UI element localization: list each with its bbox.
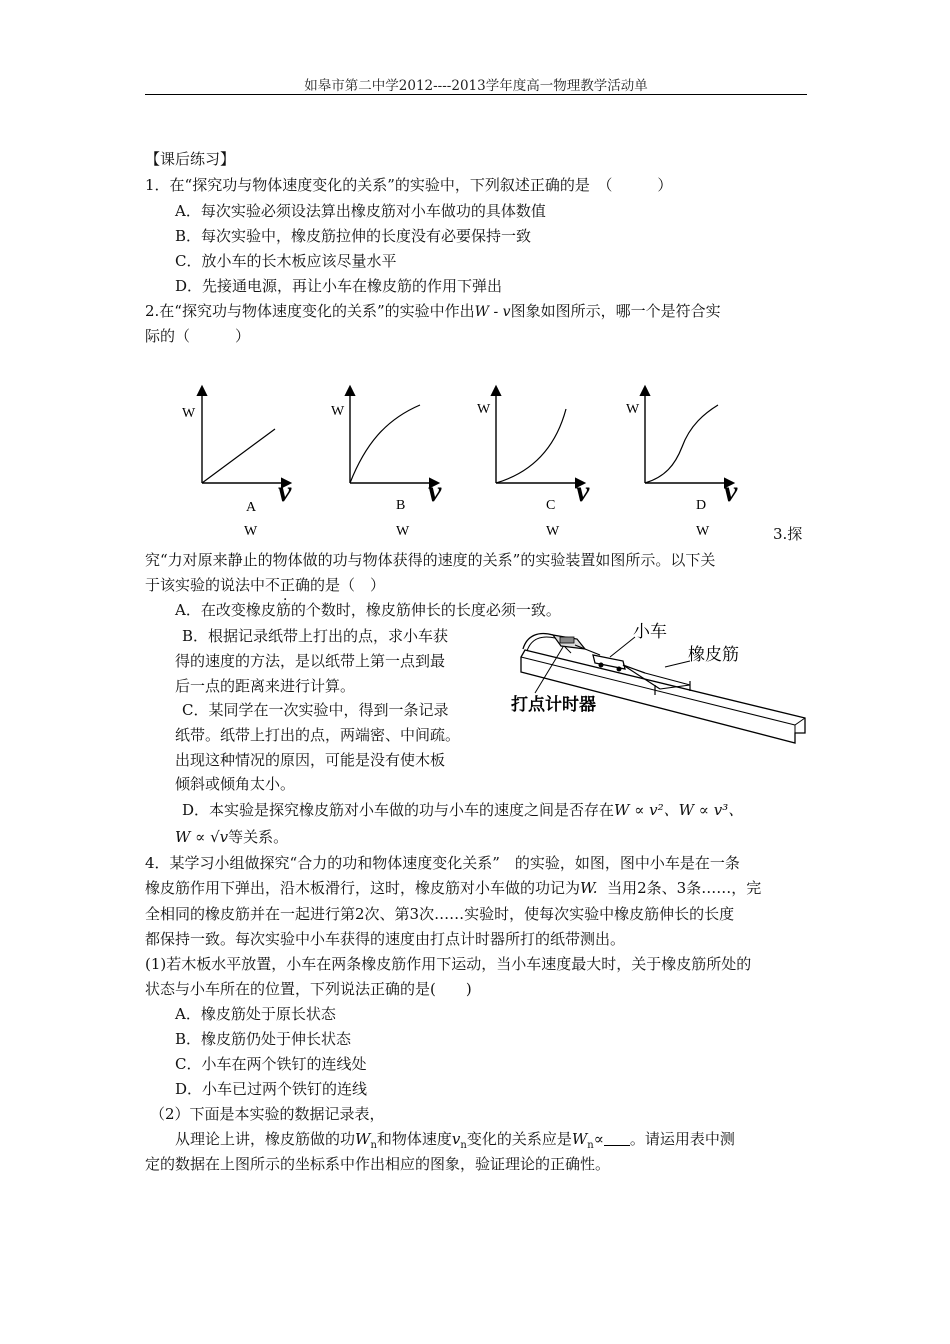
graph-a-ylabel: W bbox=[182, 406, 196, 421]
q3-option-d-text: D．本实验是探究橡皮筋对小车做的功与小车的速度之间是否存在 bbox=[182, 801, 615, 819]
q4-line3: 全相同的橡皮筋并在一起进行第2次、第3次……实验时，使每次实验中橡皮筋伸长的长度 bbox=[145, 905, 735, 923]
q3-option-a: A．在改变橡皮筋的个数时，橡皮筋伸长的长度必须一致。 bbox=[175, 601, 561, 619]
q4-line2-text: 橡皮筋作用下弹出，沿木板滑行，这时，橡皮筋对小车做的功记为 bbox=[145, 879, 581, 897]
graph-a-caption: A bbox=[246, 500, 257, 515]
q4-line2 bbox=[145, 877, 761, 899]
q4-part2-text-e: 。请运用表中测 bbox=[629, 1130, 735, 1148]
q4-option-a: A．橡皮筋处于原长状态 bbox=[175, 1005, 336, 1023]
q3-apparatus-figure bbox=[505, 615, 810, 790]
graph-d-xlabel: v bbox=[724, 475, 738, 508]
section-title: 【课后练习】 bbox=[145, 150, 236, 168]
q4-part2-line1: （2）下面是本实验的数据记录表， bbox=[150, 1105, 385, 1123]
q3-stem-line2 bbox=[145, 574, 385, 596]
q3-stem-line2-a: 于该实验的说法中 bbox=[145, 576, 266, 594]
q4-part2-text-c: 变化的关系应是 bbox=[466, 1130, 572, 1148]
q3-stem-line2-b: 的是（ ） bbox=[310, 576, 386, 594]
q4-part2-wn: W bbox=[355, 1130, 371, 1148]
q4-part2-vn-sub: n bbox=[460, 1140, 467, 1151]
q4-part1-line1: (1)若木板水平放置，小车在两条橡皮筋作用下运动，当小车速度最大时，关于橡皮筋所处的 bbox=[145, 955, 752, 973]
graph-b bbox=[331, 389, 442, 508]
q2-stem-a: 2.在“探究功与物体速度变化的关系”的实验中作出 bbox=[145, 302, 475, 320]
label-rubber-band: 橡皮筋 bbox=[688, 645, 739, 664]
graph-b-ylabel: W bbox=[331, 404, 345, 419]
q3-option-d-relation-sqrt: W ∝ √v bbox=[175, 828, 229, 846]
q3-option-c-line3: 出现这种情况的原因，可能是没有使木板 bbox=[175, 751, 446, 769]
q4-line4: 都保持一致。每次实验中小车获得的速度由打点计时器所打的纸带测出。 bbox=[145, 930, 626, 948]
q3-option-b-line2: 得的速度的方法，是以纸带上第一点到最 bbox=[175, 652, 446, 670]
q3-option-c-line2: 纸带。纸带上打出的点，两端密、中间疏。 bbox=[175, 726, 461, 744]
q4-part2-vn: v bbox=[451, 1130, 461, 1148]
q3-option-c-line1: C．某同学在一次实验中，得到一条记录 bbox=[182, 701, 449, 719]
graph-b-curve bbox=[350, 405, 420, 483]
q3-emphasis-not-correct: 不正确 bbox=[265, 576, 311, 594]
q3-option-d-tail: 等关系。 bbox=[228, 828, 289, 846]
q2-stem-b: 图象如图所示，哪一个是符合实 bbox=[510, 302, 721, 320]
q4-part2-wn-sub: n bbox=[370, 1140, 377, 1151]
graph-b-xlabel: v bbox=[428, 475, 442, 508]
label-car: 小车 bbox=[633, 622, 667, 641]
graph-b-caption: B bbox=[396, 498, 406, 513]
timer-device bbox=[523, 634, 585, 653]
q4-option-d: D．小车已过两个铁钉的连线 bbox=[175, 1080, 368, 1098]
q4-part1-line2: 状态与小车所在的位置，下列说法正确的是( ) bbox=[145, 980, 472, 998]
q2-stem bbox=[145, 300, 721, 323]
q4-option-b: B．橡皮筋仍处于伸长状态 bbox=[175, 1030, 352, 1048]
q4-line1: 4．某学习小组做探究“合力的功和物体速度变化关系” 的实验，如图，图中小车是在一条 bbox=[145, 854, 740, 872]
q4-answer-blank[interactable] bbox=[604, 1131, 630, 1146]
graph-c bbox=[477, 389, 590, 508]
graph-d-sub: W bbox=[696, 524, 710, 539]
q1-stem: 1．在“探究功与物体速度变化的关系”的实验中，下列叙述正确的是 （ ） bbox=[145, 176, 673, 194]
graph-a-curve bbox=[202, 429, 275, 483]
q4-part2-line3: 定的数据在上图所示的坐标系中作出相应的图象，验证理论的正确性。 bbox=[145, 1155, 611, 1173]
header-divider bbox=[145, 94, 807, 95]
q3-option-d-line2 bbox=[175, 826, 288, 848]
q1-option-b: B．每次实验中，橡皮筋拉伸的长度没有必要保持一致 bbox=[175, 227, 532, 245]
q3-option-b-line1: B．根据记录纸带上打出的点，求小车获 bbox=[182, 627, 449, 645]
q4-part2-text-a: 从理论上讲，橡皮筋做的功 bbox=[175, 1130, 356, 1148]
graph-b-sub: W bbox=[396, 524, 410, 539]
graph-d-ylabel: W bbox=[626, 402, 640, 417]
q1-option-a: A．每次实验必须设法算出橡皮筋对小车做功的具体数值 bbox=[175, 202, 546, 220]
q2-graphs bbox=[170, 375, 760, 545]
q4-part2-wn2-sub: n bbox=[587, 1140, 594, 1151]
q3-label-start: 3.探 bbox=[773, 525, 803, 543]
graph-a bbox=[182, 389, 292, 508]
page-header: 如皋市第二中学2012----2013学年度高一物理教学活动单 bbox=[304, 78, 648, 94]
label-timer: 打点计时器 bbox=[511, 695, 596, 714]
q4-option-c: C．小车在两个铁钉的连线处 bbox=[175, 1055, 367, 1073]
q4-part2-text-b: 和物体速度 bbox=[376, 1130, 452, 1148]
graph-a-sub: W bbox=[244, 524, 258, 539]
graph-c-curve bbox=[496, 409, 566, 483]
q1-option-c: C．放小车的长木板应该尽量水平 bbox=[175, 252, 397, 270]
q4-line2-w: W. bbox=[580, 879, 598, 897]
graph-c-xlabel: v bbox=[576, 475, 590, 508]
q3-stem-line1: 究“力对原来静止的物体做的功与物体获得的速度的关系”的实验装置如图所示。以下关 bbox=[145, 551, 716, 569]
q3-option-d-line1 bbox=[182, 799, 743, 821]
graph-d bbox=[626, 389, 738, 508]
q4-part2-proportional: ∝ bbox=[593, 1130, 604, 1148]
graph-d-curve bbox=[645, 405, 718, 483]
q1-option-d: D．先接通电源，再让小车在橡皮筋的作用下弹出 bbox=[175, 277, 503, 295]
q3-option-b-line3: 后一点的距离来进行计算。 bbox=[175, 677, 356, 695]
graph-c-caption: C bbox=[546, 498, 556, 513]
graph-c-sub: W bbox=[546, 524, 560, 539]
q2-stem-symbol: W - v bbox=[474, 304, 511, 320]
graph-a-xlabel: v bbox=[278, 475, 292, 508]
q4-part2-wn2: W bbox=[571, 1130, 588, 1148]
q2-stem-line2: 际的（ ） bbox=[145, 327, 251, 345]
graph-c-ylabel: W bbox=[477, 402, 491, 417]
graph-d-caption: D bbox=[696, 498, 707, 513]
q3-option-d-relations: W ∝ v²、W ∝ v³、 bbox=[614, 801, 744, 819]
q4-line2-tail: 当用2条、3条……，完 bbox=[607, 879, 762, 897]
q3-option-c-line4: 倾斜或倾角太小。 bbox=[175, 775, 296, 793]
